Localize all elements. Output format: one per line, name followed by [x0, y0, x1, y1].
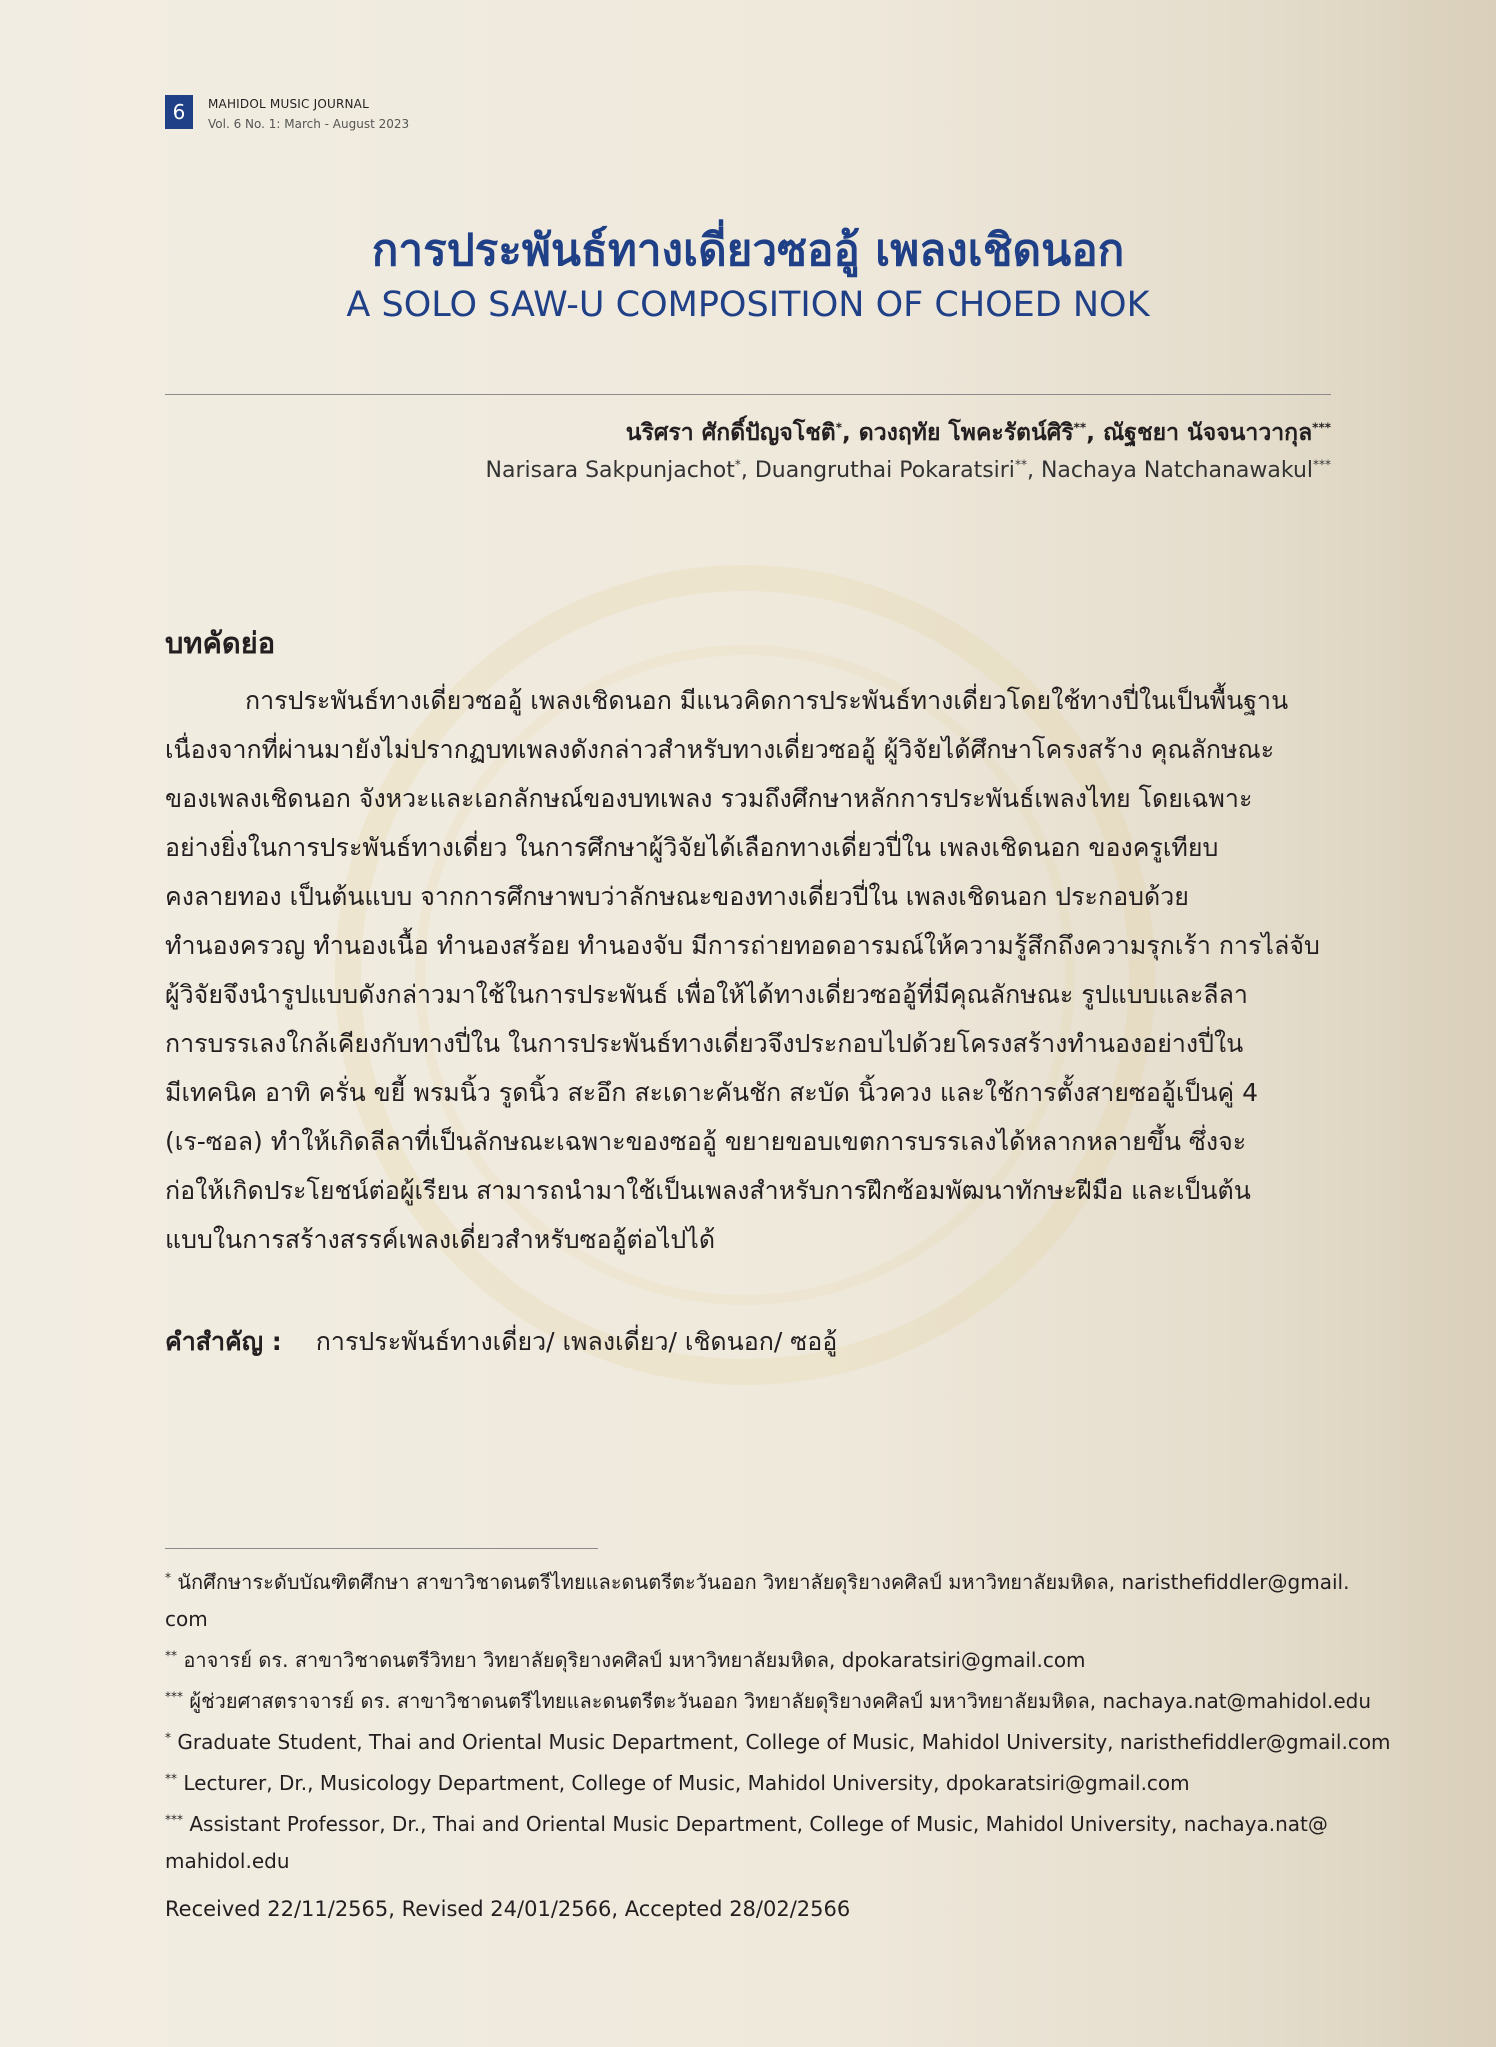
- footnote-text: อาจารย์ ดร. สาขาวิชาดนตรีวิทยา วิทยาลัยดุริยางคศิลป์ มหาวิทยาลัยมหิดล, dpokaratsiri@gmail.com: [183, 1648, 1086, 1672]
- author-name: Narisara Sakpunjachot: [485, 458, 735, 483]
- keywords: [165, 1322, 837, 1362]
- author-mark: ***: [1312, 420, 1331, 435]
- footnote: [165, 1763, 1375, 1804]
- abstract-line: การประพันธ์ทางเดี่ยวซออู้ เพลงเชิดนอก มีแนวคิดการประพันธ์ทางเดี่ยวโดยใช้ทางปี่ในเป็นพื้นฐาน: [245, 686, 1289, 715]
- footnote-mark: ***: [165, 1812, 183, 1827]
- abstract-line: คงลายทอง เป็นต้นแบบ จากการศึกษาพบว่าลักษณะของทางเดี่ยวปี่ใน เพลงเชิดนอก ประกอบด้วย: [165, 882, 1189, 911]
- footnote: [165, 1681, 1375, 1722]
- footnote: [165, 1804, 1375, 1845]
- footnote-text: Graduate Student, Thai and Oriental Music Department, College of Music, Mahidol University, naristhefiddler@gmail.com: [177, 1730, 1391, 1754]
- author-name: ดวงฤทัย โพคะรัตน์ศิริ: [858, 420, 1074, 446]
- abstract-line: มีเทคนิค อาทิ ครั่น ขยี้ พรมนิ้ว รูดนิ้ว สะอึก สะเดาะคันชัก สะบัด นิ้วควง และใช้การตั้งสายซออู้เป็นคู่ 4: [165, 1078, 1259, 1107]
- abstract-body: [165, 676, 1331, 1264]
- footnote-mark: **: [165, 1648, 177, 1663]
- footnote-text: ผู้ช่วยศาสตราจารย์ ดร. สาขาวิชาดนตรีไทยและดนตรีตะวันออก วิทยาลัยดุริยางคศิลป์ มหาวิทยาลัยมหิดล, nachaya.nat@mahidol.edu: [189, 1689, 1372, 1713]
- authors-thai: [626, 415, 1331, 451]
- authors-english: [486, 458, 1331, 483]
- received-dates: Received 22/11/2565, Revised 24/01/2566, Accepted 28/02/2566: [165, 1897, 851, 1921]
- abstract-heading: บทคัดย่อ: [165, 626, 276, 660]
- author-separator: ,: [1086, 420, 1103, 446]
- author-mark: *: [734, 457, 741, 472]
- article-title-english: A SOLO SAW-U COMPOSITION OF CHOED NOK: [346, 285, 1150, 325]
- keywords-text: การประพันธ์ทางเดี่ยว/ เพลงเดี่ยว/ เชิดนอก/ ซออู้: [315, 1327, 838, 1356]
- abstract-line: อย่างยิ่งในการประพันธ์ทางเดี่ยว ในการศึกษาผู้วิจัยได้เลือกทางเดี่ยวปี่ใน เพลงเชิดนอก ของครูเทียบ: [165, 833, 1219, 862]
- footnote-mark: *: [165, 1730, 171, 1745]
- author-mark: **: [1014, 457, 1027, 472]
- page-number: 6: [165, 95, 193, 129]
- abstract-line: (เร-ซอล) ทำให้เกิดลีลาที่เป็นลักษณะเฉพาะของซออู้ ขยายขอบเขตการบรรเลงได้หลากหลายขึ้น ซึ่งจะ: [165, 1127, 1247, 1156]
- title-divider: [165, 394, 1331, 395]
- abstract-line: แบบในการสร้างสรรค์เพลงเดี่ยวสำหรับซออู้ต่อไปได้: [165, 1225, 716, 1254]
- author-mark: *: [835, 420, 843, 435]
- abstract-line: เนื่องจากที่ผ่านมายังไม่ปรากฏบทเพลงดังกล่าวสำหรับทางเดี่ยวซออู้ ผู้วิจัยได้ศึกษาโครงสร้าง คุณลักษณะ: [165, 735, 1275, 764]
- footnote-text: Lecturer, Dr., Musicology Department, College of Music, Mahidol University, dpokaratsiri@gmail.com: [183, 1771, 1190, 1795]
- article-title-thai: การประพันธ์ทางเดี่ยวซออู้ เพลงเชิดนอก: [371, 225, 1125, 276]
- journal-volume: Vol. 6 No. 1: March - August 2023: [208, 117, 410, 131]
- author-name: Duangruthai Pokaratsiri: [754, 458, 1015, 483]
- footnote: [165, 1722, 1391, 1763]
- abstract-line: ทำนองครวญ ทำนองเนื้อ ทำนองสร้อย ทำนองจับ มีการถ่ายทอดอารมณ์ให้ความรู้สึกถึงความรุกเร้า การไล่จับ: [165, 931, 1320, 960]
- footnote-continuation: mahidol.edu: [165, 1849, 290, 1873]
- abstract-line: ผู้วิจัยจึงนำรูปแบบดังกล่าวมาใช้ในการประพันธ์ เพื่อให้ได้ทางเดี่ยวซออู้ที่มีคุณลักษณะ รูปแบบและลีลา: [165, 980, 1248, 1009]
- abstract-line: การบรรเลงใกล้เคียงกับทางปี่ใน ในการประพันธ์ทางเดี่ยวจึงประกอบไปด้วยโครงสร้างทำนองอย่างปี่ใน: [165, 1029, 1244, 1058]
- author-name: นริศรา ศักดิ์ปัญจโชติ: [625, 420, 836, 446]
- footnote-text: นักศึกษาระดับบัณฑิตศึกษา สาขาวิชาดนตรีไทยและดนตรีตะวันออก วิทยาลัยดุริยางคศิลป์ มหาวิทยาลัยมหิดล, naristhefiddler@gmail.: [177, 1570, 1350, 1594]
- author-name: ณัฐชยา นัจจนาวากุล: [1102, 420, 1313, 446]
- author-separator: ,: [1026, 458, 1041, 483]
- abstract-line: ก่อให้เกิดประโยชน์ต่อผู้เรียน สามารถนำมาใช้เป็นเพลงสำหรับการฝึกซ้อมพัฒนาทักษะฝีมือ และเป็นต้น: [165, 1176, 1251, 1205]
- footnote-text: Assistant Professor, Dr., Thai and Oriental Music Department, College of Music, Mahidol University, nachaya.nat@: [189, 1812, 1328, 1836]
- footnote-mark: **: [165, 1771, 177, 1786]
- journal-name: MAHIDOL MUSIC JOURNAL: [208, 97, 369, 111]
- author-mark: **: [1073, 420, 1087, 435]
- author-separator: ,: [740, 458, 755, 483]
- footnote: [165, 1562, 1375, 1603]
- footnote-mark: *: [165, 1570, 171, 1585]
- author-name: Nachaya Natchanawakul: [1040, 458, 1313, 483]
- footnote-mark: ***: [165, 1689, 183, 1704]
- author-mark: ***: [1313, 457, 1331, 472]
- author-separator: ,: [842, 420, 859, 446]
- footnote-continuation: com: [165, 1607, 208, 1631]
- keywords-label: คำสำคัญ :: [165, 1327, 282, 1356]
- footnote: [165, 1640, 1375, 1681]
- footnote-divider: [165, 1548, 598, 1549]
- abstract-line: ของเพลงเชิดนอก จังหวะและเอกลักษณ์ของบทเพลง รวมถึงศึกษาหลักการประพันธ์เพลงไทย โดยเฉพาะ: [165, 784, 1253, 813]
- footnotes: [165, 1562, 1391, 1882]
